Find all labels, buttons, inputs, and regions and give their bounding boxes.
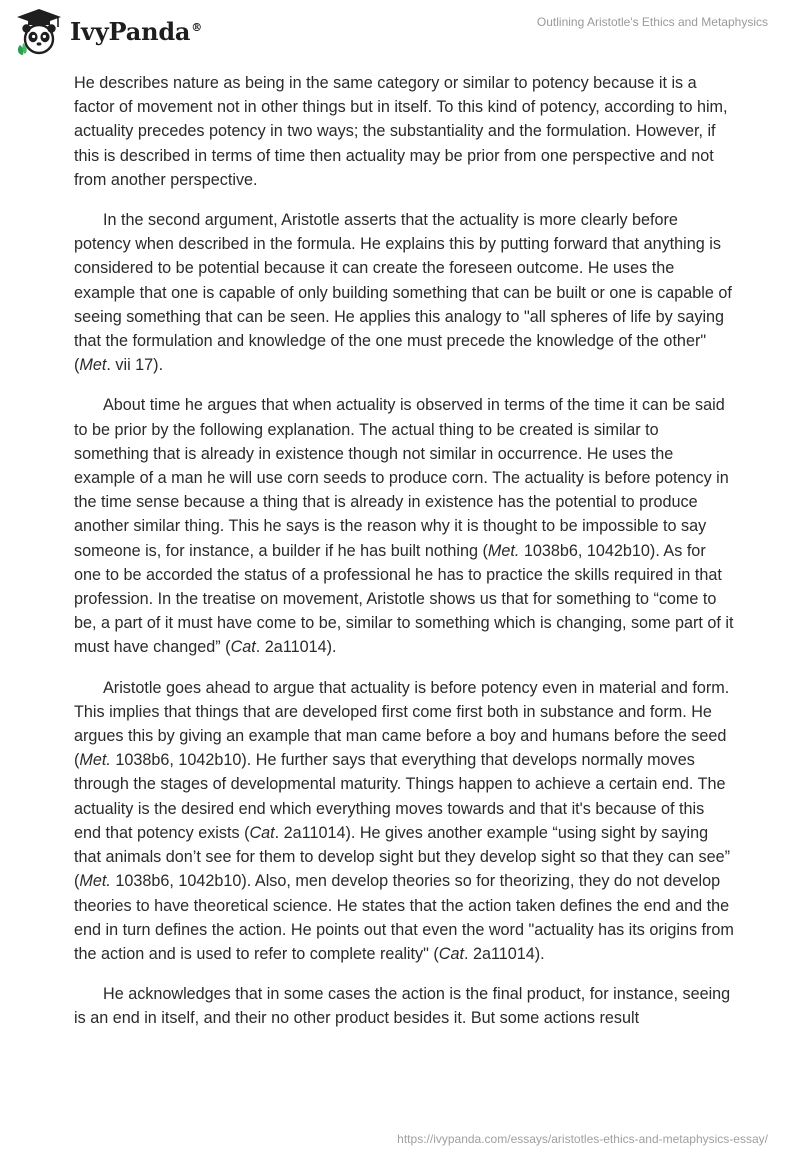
essay-body [74, 71, 734, 1047]
essay-paragraph [74, 676, 734, 966]
page-header [0, 0, 800, 70]
essay-paragraph [74, 208, 734, 377]
paragraph-text: . 2a11014). He gives another example “using sight by saying that animals don’t see for them to develop sight but they develop sight so that they can see” ( [74, 823, 730, 891]
citation-source: Met [79, 356, 107, 375]
citation-source: Met. [79, 751, 111, 770]
citation-source: Cat [438, 944, 464, 963]
document-title: Outlining Aristotle's Ethics and Metaphysics [536, 15, 768, 29]
paragraph-text: Aristotle goes ahead to argue that actuality is before potency even in material and form. This implies that things that are developed first come first both in substance and form. He argues this by giving an example that man came before a boy and humans before the seed ( [74, 678, 730, 770]
panda-graduate-icon [14, 7, 64, 57]
paragraph-text: He acknowledges that in some cases the action is the final product, for instance, seeing is an end in itself, and their no other product besides it. But some actions result [74, 985, 731, 1028]
paragraph-text: About time he argues that when actuality is observed in terms of the time it can be said to be prior by the following explanation. The actual thing to be created is similar to something that is already in existence though not similar in occurrence. He uses the example of a man he will use corn seeds to produce corn. The actuality is before potency in the time sense because a thing that is already in existence has the potential to produce another similar thing. This he says is the reason why it is thought to be impossible to say someone is, for instance, a builder if he has built nothing ( [74, 396, 729, 560]
paragraph-text: . 2a11014). [463, 944, 545, 963]
paragraph-text: He describes nature as being in the same category or similar to potency because it is a factor of movement not in other things but in itself. To this kind of potency, according to him, actuality precedes potency in two ways; the substantiality and the formulation. However, if this is described in terms of time then actuality may be prior from one perspective and not from another perspective. [74, 74, 728, 189]
paragraph-text: 1038b6, 1042b10). Also, men develop theories so for theorizing, they do not develop theories to have theoretical science. He states that the action taken defines the end and the end in turn defines the action. He points out that even the word "actuality has its origins from the action and is used to refer to complete reality" ( [74, 872, 734, 963]
brand-logo[interactable] [14, 7, 202, 57]
registered-mark: ® [191, 20, 203, 34]
paragraph-text: 1038b6, 1042b10). As for one to be accorded the status of a professional he has to practice the skills required in that profession. In the treatise on movement, Aristotle shows us that for something to “come to be, a part of it must have come to be, similar to something which is changing, some part of it must have changed” ( [74, 541, 734, 657]
source-url[interactable]: https://ivypanda.com/essays/aristotles-ethics-and-metaphysics-essay/ [397, 1132, 768, 1146]
paragraph-text: . vii 17). [106, 356, 164, 375]
essay-paragraph [74, 71, 734, 192]
essay-paragraph [74, 393, 734, 659]
citation-source: Cat [249, 823, 275, 842]
brand-name: IvyPanda® [70, 16, 203, 46]
paragraph-text: In the second argument, Aristotle asserts that the actuality is more clearly before potency when described in the formula. He explains this by putting forward that anything is considered to be potential because it can create the foreseen outcome. He uses the example that one is capable of only building something that can be built or one is capable of seeing something that can be seen. He applies this analogy to "all spheres of life by saying that the formulation and knowledge of the one must precede the knowledge of the other" ( [74, 211, 732, 375]
citation-source: Met. [79, 872, 111, 891]
citation-source: Met. [487, 541, 520, 560]
essay-paragraph [74, 982, 734, 1030]
paragraph-text: . 2a11014). [255, 638, 337, 657]
citation-source: Cat [230, 638, 256, 657]
paragraph-text: 1038b6, 1042b10). He further says that everything that develops normally moves through the stages of developmental maturity. Things happen to achieve a certain end. The actuality is the desired end which everything moves towards and that it's because of this end that potency exists ( [74, 751, 726, 842]
